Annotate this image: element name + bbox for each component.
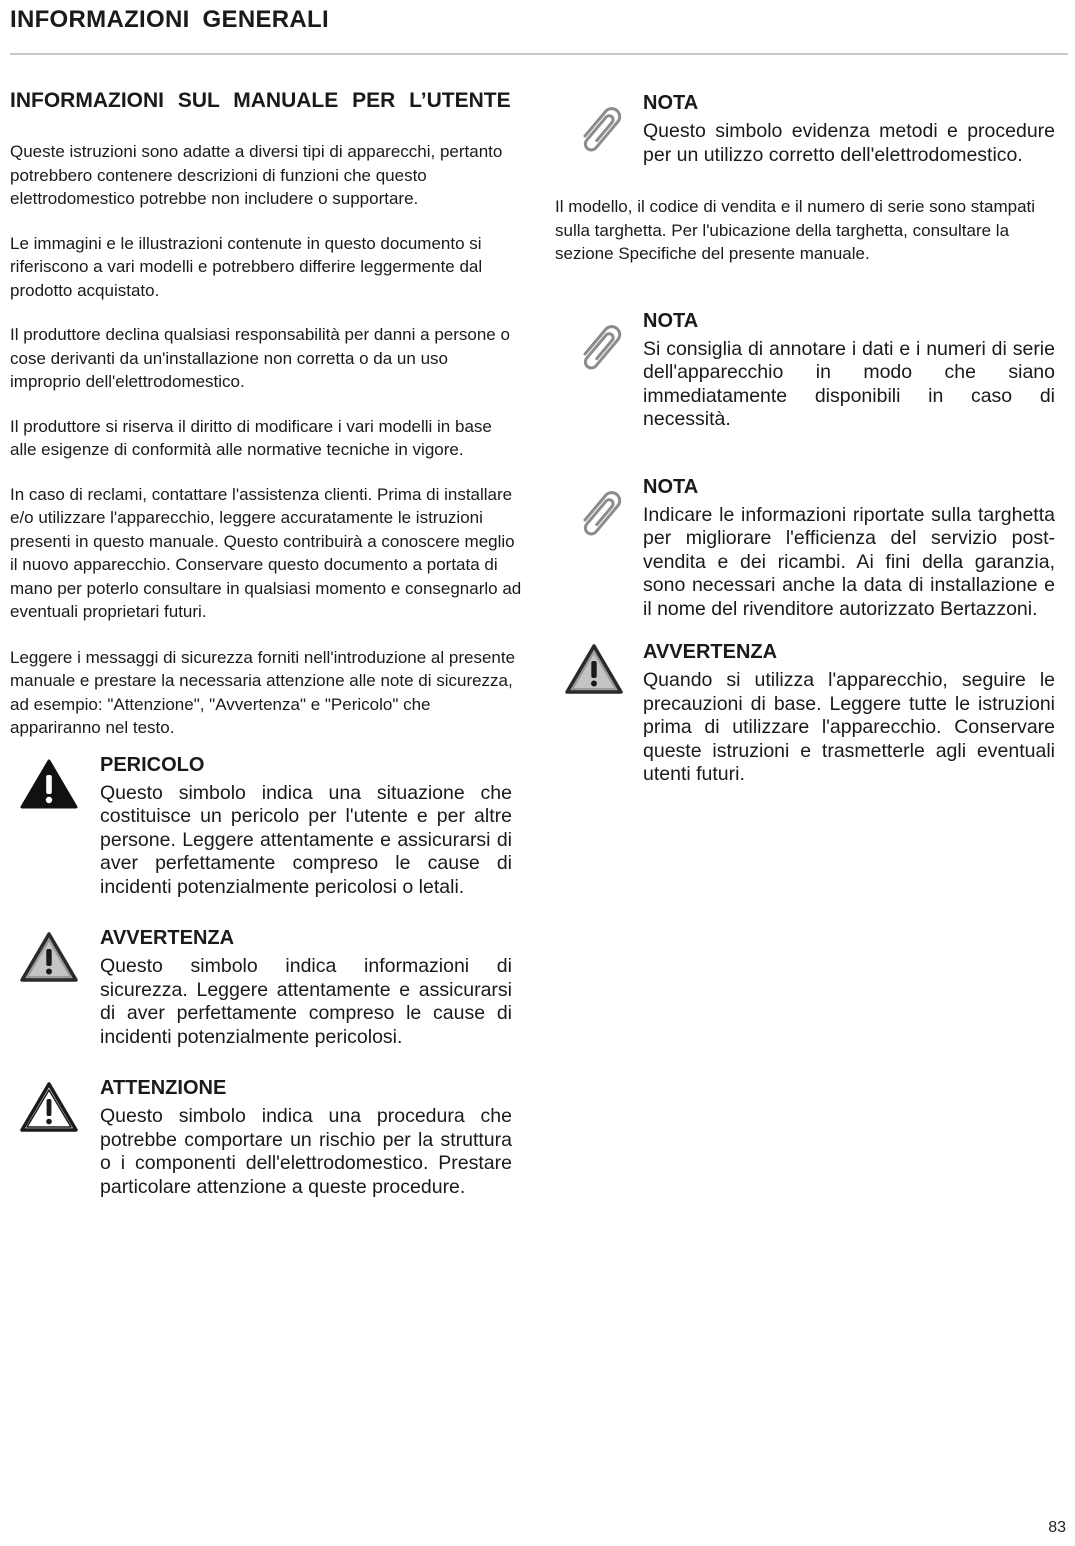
paragraph-rating-plate: Il modello, il codice di vendita e il numero di serie sono stampati sulla targhetta. Per l'ubicazione della targhetta, consultare la sezione Specifiche del presente manuale. — [555, 197, 1036, 263]
note-service-info-text: Indicare le informazioni riportate sulla targhetta per migliorare l'efficienza del servizio post-vendita e dei ricambi. Ai fini della garanzia, sono necessari anche la data di installazione e il nome del rivenditore autorizzato Bertazzoni. — [643, 503, 1055, 620]
paperclip-icon — [575, 318, 625, 376]
notice-danger-text: Questo simbolo indica una situazione che costituisce un pericolo per l'utente e per altre persone. Leggere attentamente e assicurarsi di aver perfettamente compreso le cause di incidenti potenzialmente pericolosi o letali. — [100, 781, 512, 898]
notice-caution — [10, 1075, 522, 1199]
header-divider — [10, 53, 1068, 55]
page-number: 83 — [1048, 1519, 1066, 1536]
notice-warning-usage-title: AVVERTENZA — [643, 641, 778, 663]
paperclip-icon — [575, 484, 625, 542]
notice-danger — [10, 752, 522, 900]
section-title: INFORMAZIONI SUL MANUALE PER L’UTENTE — [10, 89, 511, 112]
notice-caution-text: Questo simbolo indica una procedura che potrebbe comportare un rischio per la struttura o i componenti dell'elettrodomestico. Prestare particolare attenzione a queste procedure. — [100, 1105, 512, 1198]
paragraph-complaints: In caso di reclami, contattare l'assistenza clienti. Prima di installare e/o utilizzare l'apparecchio, leggere accuratamente le istruzioni presenti in questo manuale. Questo contribuirà a conoscere meglio il nuovo apparecchio. Conservare questo documento a portata di mano per poterlo consultare in qualsiasi momento e consegnarlo ad eventuali proprietari futuri. — [10, 484, 522, 621]
danger-filled-triangle-icon — [20, 758, 78, 810]
notice-warning — [10, 925, 522, 1049]
note-service-info-title: NOTA — [643, 475, 699, 498]
left-column — [10, 88, 522, 1199]
right-column — [555, 90, 1055, 787]
note-record-data-title: NOTA — [643, 309, 699, 332]
paragraph-images: Le immagini e le illustrazioni contenute in questo documento si riferiscono a vari modelli e potrebbero differire leggermente dal prodotto acquistato. — [10, 233, 483, 300]
paperclip-icon — [575, 100, 625, 158]
paragraph-safety-messages: Leggere i messaggi di sicurezza forniti nell'introduzione al presente manuale e prestare la necessaria attenzione alle note di sicurezza, ad esempio: "Attenzione", "Avvertenza" e "Pericolo" che appariranno nel testo. — [10, 647, 516, 737]
paragraph-liability: Il produttore declina qualsiasi responsabilità per danni a persone o cose derivanti da un'installazione non corretta o da un uso improprio dell'elettrodomestico. — [10, 325, 510, 391]
notice-warning-text: Questo simbolo indica informazioni di sicurezza. Leggere attentamente e assicurarsi di aver perfettamente compreso le cause di incidenti potenzialmente pericolosi. — [100, 955, 512, 1048]
note-service-info — [555, 474, 1055, 622]
note-usage — [555, 90, 1055, 167]
paragraph-modifications: Il produttore si riserva il diritto di modificare i vari modelli in base alle esigenze di conformità alle normative tecniche in vigore. — [10, 416, 492, 459]
note-record-data — [555, 308, 1055, 432]
caution-outline-triangle-icon — [20, 1081, 78, 1133]
note-usage-title: NOTA — [643, 92, 699, 114]
notice-warning-usage-text: Quando si utilizza l'apparecchio, seguire le precauzioni di base. Leggere tutte le istruzioni prima di utilizzare l'apparecchio. Conservare queste istruzioni e trasmetterle agli eventuali utenti futuri. — [643, 669, 1055, 785]
notice-caution-title: ATTENZIONE — [100, 1077, 227, 1099]
note-usage-text: Questo simbolo evidenza metodi e procedure per un utilizzo corretto dell'elettrodomestico. — [643, 120, 1055, 166]
note-record-data-text: Si consiglia di annotare i dati e i numeri di serie dell'apparecchio in modo che siano immediatamente disponibili in caso di necessità. — [643, 337, 1055, 430]
warning-gray-triangle-icon — [20, 931, 78, 983]
warning-gray-triangle-icon — [565, 643, 623, 695]
page-title: INFORMAZIONI GENERALI — [10, 6, 329, 33]
notice-warning-usage — [555, 639, 1055, 787]
paragraph-intro: Queste istruzioni sono adatte a diversi tipi di apparecchi, pertanto potrebbero contenere descrizioni di funzioni che questo elettrodomestico potrebbe non includere o supportare. — [10, 142, 503, 208]
notice-warning-title: AVVERTENZA — [100, 927, 235, 949]
notice-danger-title: PERICOLO — [100, 753, 205, 776]
